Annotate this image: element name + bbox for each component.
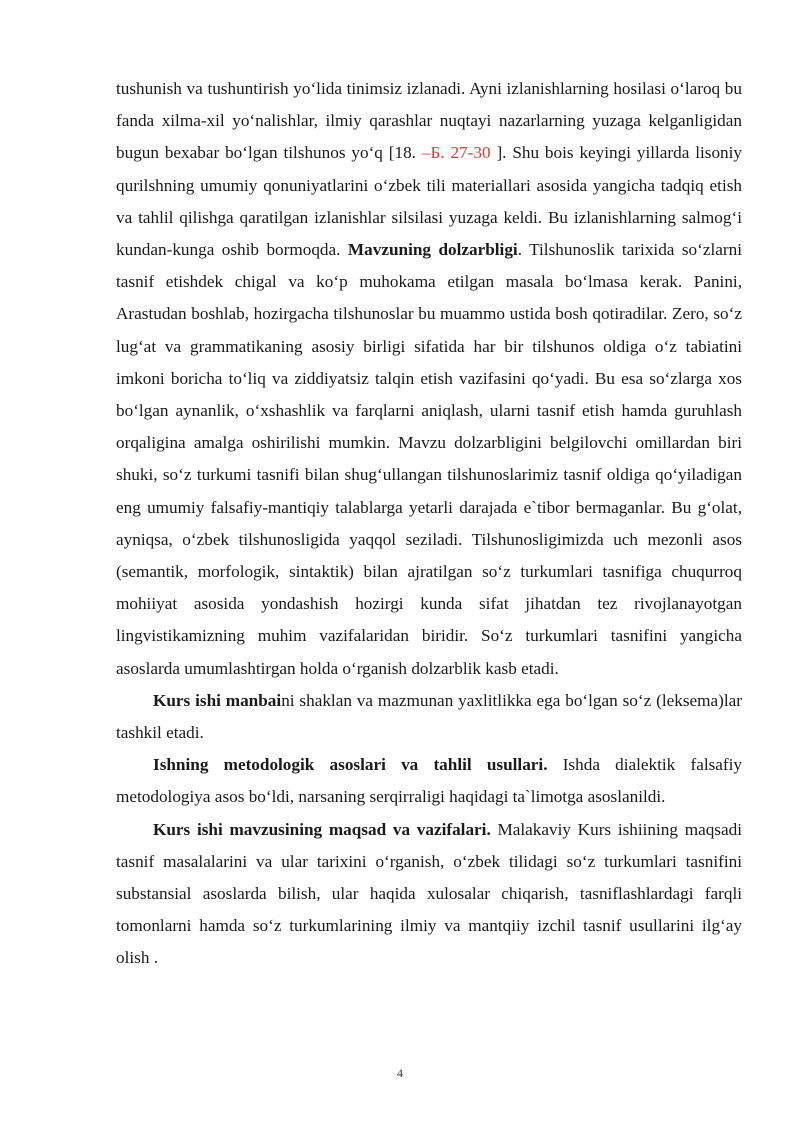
- paragraph-intro: [116, 73, 742, 685]
- section-heading-source: Kurs ishi manbai: [153, 690, 282, 710]
- paragraph-text: Malakaviy Kurs ishiining maqsadi tasnif masalalarini va ular tarixini o‘rganish, o‘zbek tilidagi so‘z turkumlari tasnifini substansial asoslarda bilish, ular haqida xulosalar chiqarish, tasniflashlardagi farqli tomonlarni hamda so‘z turkumlarining ilmiy va mantqiiy izchil tasnif usullarini ilg‘ay olish .: [116, 819, 742, 968]
- paragraph-source: [116, 685, 742, 749]
- paragraph-text: ni shaklan va mazmunan yaxlitlikka ega bo‘lgan so‘z (leksema)lar tashkil etadi.: [116, 690, 742, 743]
- paragraph-text: tushunish va tushuntirish yo‘lida tinimsiz izlanadi. Ayni izlanishlarning hosilasi o‘laroq bu fanda xilma-xil yo‘nalishlar, ilmiy qarashlar nuqtayi nazarlarning yuzaga kelganligidan bugun bexabar bo‘lgan tilshunos yo‘q [18.: [116, 79, 742, 163]
- paragraph-methodology: [116, 749, 742, 813]
- section-heading-goals: Kurs ishi mavzusining maqsad va vazifalari.: [153, 819, 491, 839]
- paragraph-goals: [116, 814, 742, 975]
- paragraph-text: ]. Shu bois keyingi yillarda lisoniy qurilshning umumiy qonuniyatlarini o‘zbek tili materiallari asosida yangicha tadqiq etish va tahlil qilishga qaratilgan izlanishlar silsilasi yuzaga keldi. Bu izlanishlarning salmog‘i kundan-kunga oshib bormoqda.: [116, 143, 743, 260]
- paragraph-text: . Tilshunoslik tarixida so‘zlarni tasnif etishdek chigal va ko‘p muhokama etilgan masala bo‘lmasa kerak. Panini, Arastudan boshlab, hozirgacha tilshunoslar bu muammo ustida bosh qotiradilar. Zero, so‘z lug‘at va grammatikaning asosiy birligi sifatida har bir tilshunos oldiga o‘z tabiatini imkoni boricha to‘liq va ziddiyatsiz talqin etish vazifasini qo‘yadi. Bu esa so‘zlarga xos bo‘lgan aynanlik, o‘xshashlik va farqlarni aniqlash, ularni tasnif etish hamda guruhlash orqaligina amalga oshirilishi mumkin. Mavzu dolzarbligini belgilovchi omillardan biri shuki, so‘z turkumi tasnifi bilan shug‘ullangan tilshunoslarimiz tasnif oldiga qo‘yiladigan eng umumiy falsafiy-mantiqiy talablarga yetarli darajada e`tibor bermaganlar. Bu g‘olat, ayniqsa, o‘zbek tilshunosligida yaqqol seziladi. Tilshunosligimizda uch mezonli asos (semantik, morfologik, sintaktik) bilan ajratilgan so‘z turkumlari tasnifiga chuqurroq mohiiyat asosida yondashish hozirgi kunda sifat jihatdan tez rivojlanayotgan lingvistikamizning muhim vazifalaridan biridir. So‘z turkumlari tasnifini yangicha asoslarda umumlashtirgan holda o‘rganish dolzarblik kasb etadi.: [116, 240, 743, 678]
- citation-reference: –Б. 27-30: [421, 143, 491, 163]
- page-number: 4: [397, 1066, 403, 1080]
- document-page: [116, 73, 742, 975]
- section-heading-relevance: Mavzuning dolzarbligi: [347, 240, 518, 260]
- paragraph-text: Ishda dialektik falsafiy metodologiya asos bo‘ldi, narsaning serqirraligi haqidagi ta`limotga asoslanildi.: [116, 755, 743, 807]
- section-heading-methodology: Ishning metodologik asoslari va tahlil usullari.: [153, 755, 548, 775]
